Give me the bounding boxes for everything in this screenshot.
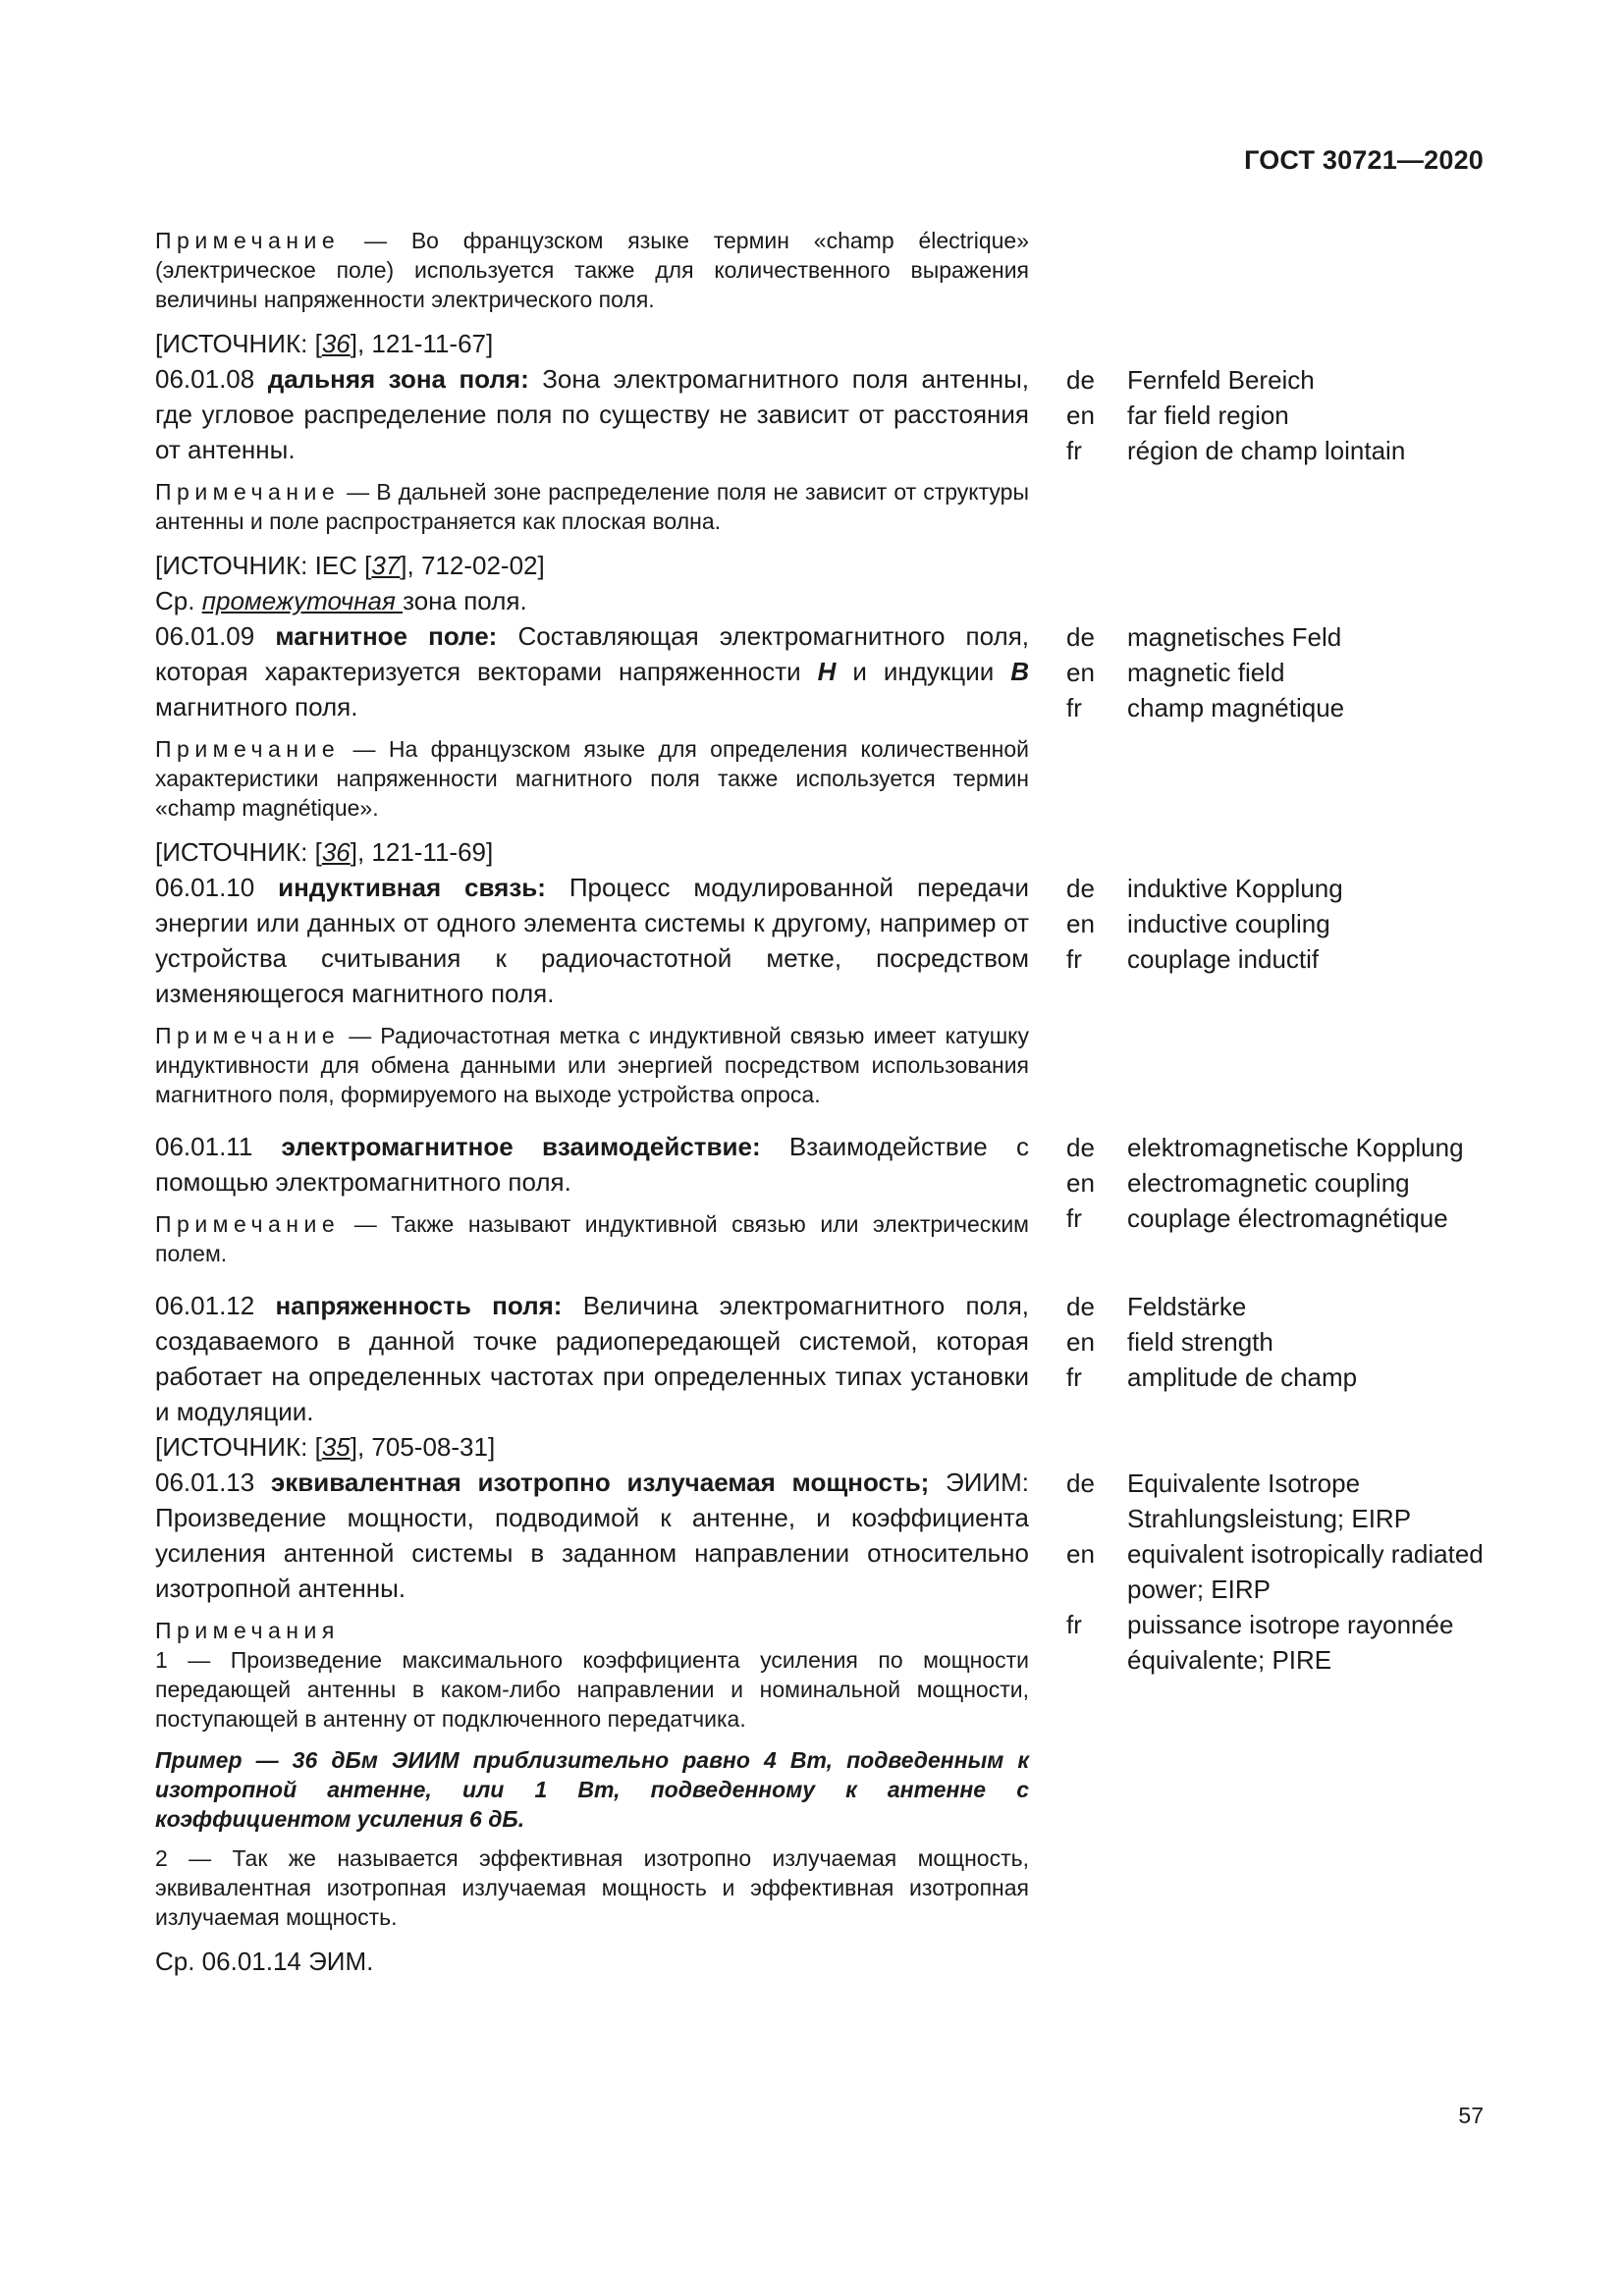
lang-row-de (1066, 1130, 1490, 1165)
lang-column (1066, 361, 1490, 618)
term-definition (155, 1465, 1029, 1606)
lang-column (1066, 226, 1490, 361)
notes-label: Примечания (155, 1618, 340, 1643)
source-reference (155, 834, 1029, 870)
note-label: Примечание (155, 736, 341, 762)
lang-row-de (1066, 1289, 1490, 1324)
note-label: Примечание (155, 479, 341, 505)
note-1: 1 — Произведение максимального коэффициента усиления по мощности передающей антенны в каком-либо направлении и номинальной мощности, поступающей в антенну от подключенного передатчика. (155, 1647, 1029, 1732)
ru-column (155, 1129, 1029, 1268)
lang-term: inductive coupling (1127, 909, 1330, 938)
note-text: — Радиочастотная метка с индуктивной связью имеет катушку индуктивности для обмена данными или энергией посредством использования магнитного поля, формируемого на выходе устройства опроса. (155, 1023, 1029, 1107)
lang-code: fr (1066, 693, 1082, 722)
lang-row-en (1066, 1536, 1490, 1607)
lang-row-en (1066, 1324, 1490, 1360)
lang-term: equivalent isotropically radiated power; EIRP (1127, 1539, 1484, 1604)
term-definition (155, 1129, 1029, 1200)
lang-code: en (1066, 658, 1095, 687)
lang-code: fr (1066, 1203, 1082, 1233)
note (155, 1209, 1029, 1268)
source-ref-link[interactable]: 35 (321, 1432, 351, 1462)
lang-term: puissance isotrope rayonnée équivalente; PIRE (1127, 1610, 1454, 1675)
document-header: ГОСТ 30721—2020 (1244, 145, 1484, 175)
term-definition (155, 1288, 1029, 1429)
lang-code: en (1066, 1327, 1095, 1357)
note-text: — В дальней зоне распределение поля не зависит от структуры антенны и поле распространяется как плоская волна. (155, 479, 1029, 534)
ru-column (155, 1465, 1029, 1979)
definition-text: Зона электромагнитного поля антенны, где угловое распределение поля по существу не зависит от расстояния от антенны. (155, 364, 1029, 464)
lang-row-fr (1066, 433, 1490, 468)
lang-row-en (1066, 1165, 1490, 1201)
ru-column (155, 361, 1029, 618)
lang-code: de (1066, 874, 1095, 903)
lang-row-en (1066, 398, 1490, 433)
source-prefix: [ИСТОЧНИК: IEC [ (155, 551, 372, 580)
cf-link[interactable]: промежуточная (201, 586, 404, 615)
ru-column (155, 870, 1029, 1109)
term-number: 06.01.08 (155, 364, 268, 394)
source-reference (155, 548, 1029, 583)
note-text: — Также называют индуктивной связью или электрическим полем. (155, 1211, 1029, 1266)
lang-row-en (1066, 655, 1490, 690)
lang-code: en (1066, 1539, 1095, 1569)
source-prefix: [ИСТОЧНИК: [ (155, 1432, 322, 1462)
lang-code: de (1066, 365, 1095, 395)
lang-row-fr (1066, 690, 1490, 725)
lang-code: en (1066, 400, 1095, 430)
term-entry-far-field-region (155, 361, 1490, 618)
lang-term: Fernfeld Bereich (1127, 365, 1315, 395)
lang-row-de (1066, 871, 1490, 906)
term-number: 06.01.10 (155, 873, 279, 902)
cross-reference (155, 583, 1029, 618)
note-2: 2 — Так же называется эффективная изотропно излучаемая мощность, эквивалентная изотропная излучаемая мощность и эффективная изотропная излучаемая мощность. (155, 1845, 1029, 1930)
lang-code: en (1066, 909, 1095, 938)
page-number: 57 (1458, 2103, 1484, 2128)
lang-column (1066, 1465, 1490, 1979)
source-suffix: ], 705-08-31] (350, 1432, 496, 1462)
cross-reference: Ср. 06.01.14 ЭИМ. (155, 1947, 374, 1976)
term-entry-electric-field-tail (155, 226, 1490, 361)
term-definition (155, 618, 1029, 724)
term-entry-magnetic-field (155, 618, 1490, 870)
definition-text: Составляющая электромагнитного поля, которая характеризуется векторами напряженности (155, 621, 1030, 686)
note (155, 477, 1029, 536)
term-definition (155, 870, 1029, 1011)
cf-suffix: зона поля. (403, 586, 527, 615)
lang-row-de (1066, 1466, 1490, 1536)
lang-row-fr (1066, 1201, 1490, 1236)
symbol-b: B (1010, 657, 1029, 686)
source-reference (155, 326, 1029, 361)
symbol-h: H (817, 657, 837, 686)
lang-term: magnetisches Feld (1127, 622, 1342, 652)
lang-row-en (1066, 906, 1490, 941)
lang-code: de (1066, 1133, 1095, 1162)
note (155, 734, 1029, 823)
term-name: дальняя зона поля: (267, 364, 529, 394)
definition-text: магнитного поля. (155, 692, 358, 721)
lang-code: fr (1066, 436, 1082, 465)
lang-code: de (1066, 1292, 1095, 1321)
lang-row-fr (1066, 941, 1490, 977)
term-entry-inductive-coupling (155, 870, 1490, 1109)
lang-term: magnetic field (1127, 658, 1285, 687)
note-label: Примечание (155, 1211, 341, 1237)
source-ref-link[interactable]: 37 (371, 551, 401, 580)
lang-term: champ magnétique (1127, 693, 1345, 722)
ru-column (155, 1288, 1029, 1465)
lang-term: couplage électromagnétique (1127, 1203, 1448, 1233)
definition-text: Процесс модулированной передачи энергии или данных от одного элемента системы к другому, например от устройства считывания к радиочастотной метке, посредством изменяющегося магнитного поля. (155, 873, 1030, 1008)
lang-row-de (1066, 362, 1490, 398)
cf-prefix: Ср. (155, 586, 202, 615)
term-name: индуктивная связь: (278, 873, 546, 902)
definition-text: и индукции (836, 657, 1011, 686)
lang-code: de (1066, 1468, 1095, 1498)
term-entry-electromagnetic-coupling (155, 1129, 1490, 1268)
notes-heading (155, 1616, 1029, 1645)
term-name: эквивалентная изотропно излучаемая мощность; (270, 1468, 930, 1497)
term-entry-eirp (155, 1465, 1490, 1979)
lang-code: fr (1066, 1610, 1082, 1639)
note (155, 226, 1029, 314)
lang-column (1066, 1129, 1490, 1268)
lang-term: far field region (1127, 400, 1289, 430)
term-number: 06.01.13 (155, 1468, 271, 1497)
source-ref-link[interactable]: 36 (321, 837, 351, 867)
source-reference (155, 1429, 1029, 1465)
term-entry-field-strength (155, 1288, 1490, 1465)
term-name: магнитное поле: (275, 621, 498, 651)
note-text: — Во французском языке термин «champ électrique» (электрическое поле) используется также для количественного выражения величины напряженности электрического поля. (155, 228, 1029, 312)
lang-term: Feldstärke (1127, 1292, 1247, 1321)
ru-column (155, 618, 1029, 870)
lang-column (1066, 1288, 1490, 1465)
lang-term: electromagnetic coupling (1127, 1168, 1410, 1198)
lang-row-fr (1066, 1360, 1490, 1395)
lang-row-fr (1066, 1607, 1490, 1678)
source-prefix: [ИСТОЧНИК: [ (155, 329, 322, 358)
lang-term: couplage inductif (1127, 944, 1320, 974)
page-content (155, 226, 1490, 1979)
example: Пример — 36 дБм ЭИИМ приблизительно равно 4 Вт, подведенным к изотропной антенне, или 1 Вт, подведенному к антенне с коэффициентом усиления 6 дБ. (155, 1747, 1029, 1832)
note (155, 1021, 1029, 1109)
source-suffix: ], 712-02-02] (400, 551, 545, 580)
lang-code: fr (1066, 944, 1082, 974)
lang-code: en (1066, 1168, 1095, 1198)
lang-column (1066, 870, 1490, 1109)
lang-term: field strength (1127, 1327, 1273, 1357)
definition-text: Взаимодействие с помощью электромагнитного поля. (155, 1132, 1029, 1197)
term-number: 06.01.11 (155, 1132, 282, 1161)
definition-text: ЭИИМ: Произведение мощности, подводимой к антенне, и коэффициента усиления антенной системы в заданном направлении относительно изотропной антенны. (155, 1468, 1029, 1603)
note-label: Примечание (155, 1023, 341, 1048)
lang-code: fr (1066, 1362, 1082, 1392)
term-definition (155, 361, 1029, 467)
note-text: — На французском языке для определения количественной характеристики напряженности магнитного поля также используется термин «champ magnétique». (155, 736, 1029, 821)
source-suffix: ], 121-11-67] (350, 329, 494, 358)
lang-term: Equivalente Isotrope Strahlungsleistung; EIRP (1127, 1468, 1412, 1533)
note-label: Примечание (155, 228, 341, 253)
lang-code: de (1066, 622, 1095, 652)
term-number: 06.01.09 (155, 621, 276, 651)
lang-term: induktive Kopplung (1127, 874, 1343, 903)
lang-term: amplitude de champ (1127, 1362, 1358, 1392)
source-prefix: [ИСТОЧНИК: [ (155, 837, 322, 867)
lang-column (1066, 618, 1490, 870)
term-name: электромагнитное взаимодействие: (281, 1132, 761, 1161)
ru-column (155, 226, 1029, 361)
source-suffix: ], 121-11-69] (350, 837, 494, 867)
term-number: 06.01.12 (155, 1291, 276, 1320)
term-name: напряженность поля: (275, 1291, 563, 1320)
definition-text: Величина электромагнитного поля, создаваемого в данной точке радиопередающей системой, которая работает на определенных частотах при определенных типах установки и модуляции. (155, 1291, 1029, 1426)
lang-row-de (1066, 619, 1490, 655)
lang-term: région de champ lointain (1127, 436, 1406, 465)
lang-term: elektromagnetische Kopplung (1127, 1133, 1464, 1162)
source-ref-link[interactable]: 36 (321, 329, 351, 358)
